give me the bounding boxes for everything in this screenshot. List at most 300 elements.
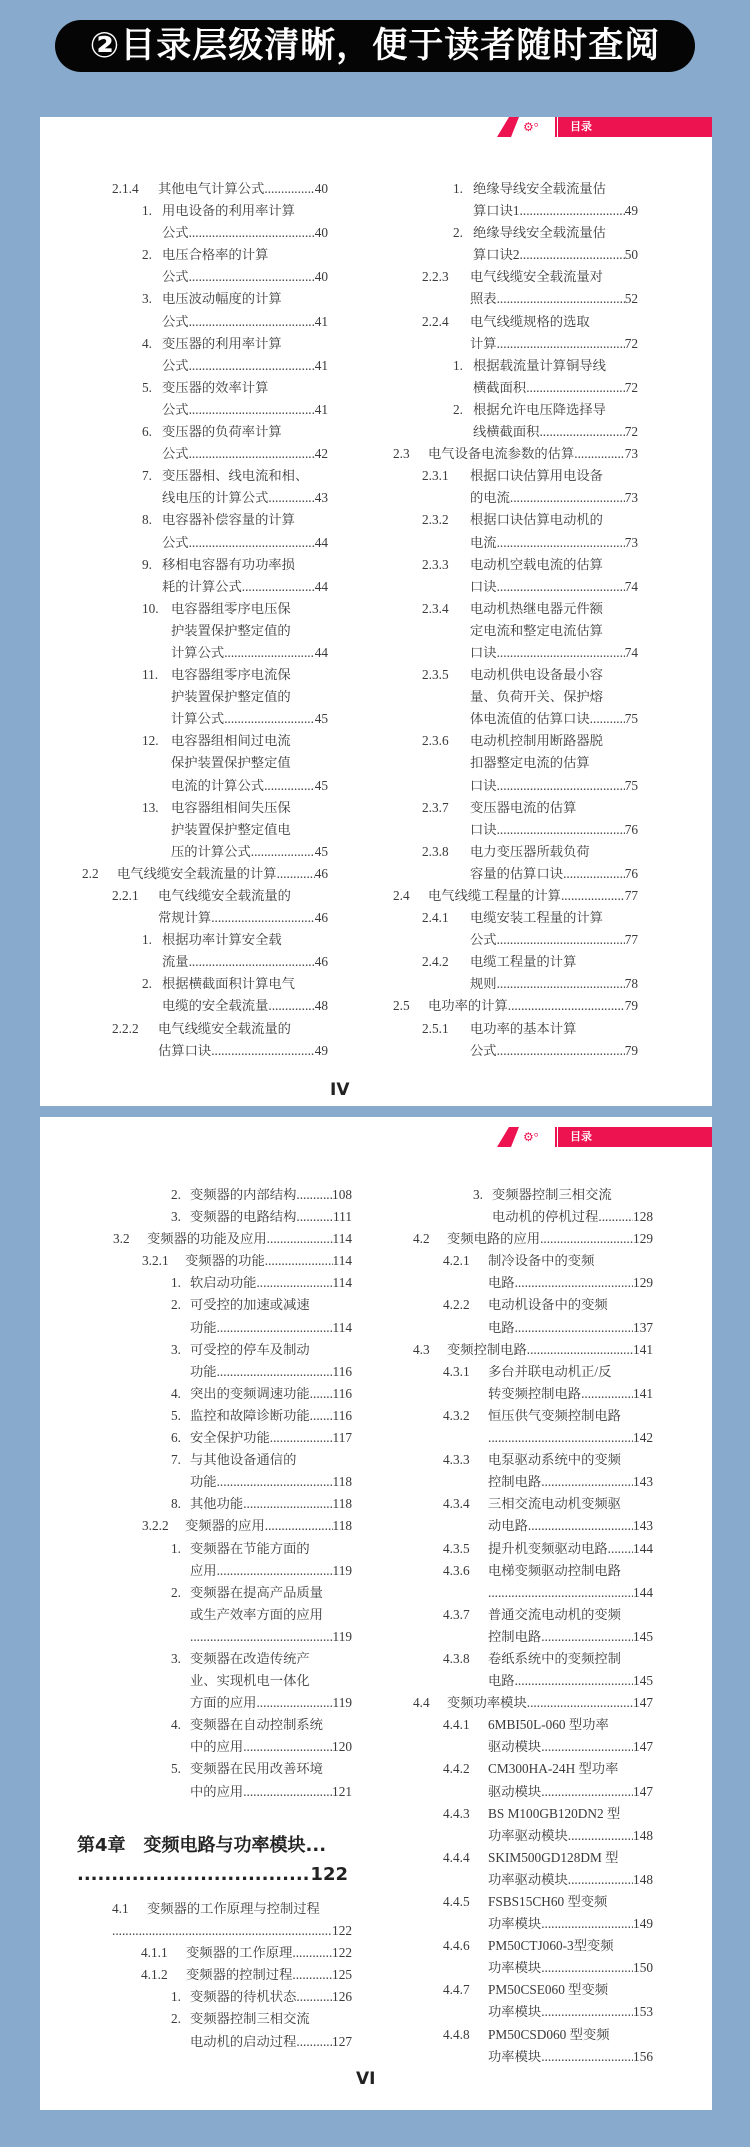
toc-entry[interactable] <box>60 730 328 796</box>
entry-page-number: 119 <box>332 1695 352 1711</box>
banner-title: ②目录层级清晰，便于读者随时查阅 <box>55 20 695 72</box>
dot-leader <box>243 1781 332 1803</box>
entry-line <box>488 1626 653 1648</box>
entry-line <box>488 1670 653 1692</box>
dot-leader <box>224 642 315 664</box>
entry-title: 电动机供电设备最小容 <box>470 667 603 683</box>
toc-entry[interactable] <box>60 1648 352 1714</box>
toc-entry[interactable] <box>60 598 328 664</box>
entry-number: 4.4.1 <box>443 1717 470 1733</box>
entry-page-number: 144 <box>633 1584 653 1600</box>
toc-column <box>60 1898 352 2053</box>
toc-entry[interactable] <box>380 222 638 266</box>
toc-entry[interactable] <box>60 1942 352 1964</box>
dot-leader <box>224 708 315 730</box>
entry-title: 保护装置保护整定值 <box>171 755 291 771</box>
toc-entry[interactable] <box>390 1847 653 1891</box>
toc-entry[interactable] <box>390 2024 653 2068</box>
toc-entry[interactable] <box>60 1184 352 1206</box>
entry-line <box>488 1582 653 1604</box>
entry-line <box>470 797 638 819</box>
toc-entry[interactable] <box>380 907 638 951</box>
entry-title: 功率模块 <box>488 1960 542 1976</box>
toc-entry[interactable] <box>380 995 638 1017</box>
toc-entry[interactable] <box>60 973 328 1017</box>
entry-page-number: 145 <box>633 1673 653 1689</box>
toc-entry[interactable] <box>380 465 638 509</box>
entry-title: 口诀 <box>470 821 497 837</box>
dot-leader <box>77 1860 310 1890</box>
entry-title: 流量 <box>162 954 189 970</box>
toc-entry[interactable] <box>60 1228 352 1250</box>
entry-page-number: 147 <box>633 1695 653 1711</box>
dot-leader <box>520 200 625 222</box>
entry-line <box>473 355 638 377</box>
dot-leader <box>510 487 625 509</box>
toc-entry[interactable] <box>380 266 638 310</box>
toc-entry[interactable] <box>390 1228 653 1250</box>
entry-number: 11. <box>142 667 159 683</box>
entry-number: 4.3.5 <box>443 1540 470 1556</box>
entry-page-number: 122 <box>332 1945 352 1961</box>
entry-title: 压的计算公式 <box>171 843 251 859</box>
entry-page-number: 77 <box>624 932 638 948</box>
entry-line <box>488 1272 653 1294</box>
entry-number: 2. <box>171 1584 181 1600</box>
entry-page-number: 49 <box>314 1042 328 1058</box>
entry-number: 6. <box>142 424 152 440</box>
toc-entry[interactable] <box>60 1250 352 1272</box>
toc-entry[interactable] <box>60 1538 352 1582</box>
entry-title: 业、实现机电一体化 <box>190 1673 310 1689</box>
entry-page-number: 50 <box>624 247 638 263</box>
entry-title: 电动机空载电流的估算 <box>470 556 603 572</box>
entry-line <box>171 775 328 797</box>
entry-number: 2.3.2 <box>422 512 449 528</box>
entry-title: 变频器的功能 <box>185 1253 265 1269</box>
toc-entry[interactable] <box>380 841 638 885</box>
toc-entry[interactable] <box>60 929 328 973</box>
entry-line <box>470 554 638 576</box>
entry-title: BS M100GB120DN2 型 <box>488 1805 621 1821</box>
toc-entry[interactable] <box>390 1294 653 1338</box>
dot-leader <box>497 973 625 995</box>
toc-entry[interactable] <box>60 1449 352 1493</box>
dot-leader <box>515 1272 633 1294</box>
toc-entry[interactable] <box>390 1935 653 1979</box>
toc-entry[interactable] <box>390 1648 653 1692</box>
entry-page-number: 143 <box>633 1474 653 1490</box>
entry-line <box>190 1272 352 1294</box>
entry-title: 变频器在节能方面的 <box>190 1540 310 1556</box>
entry-title: 电容器补偿容量的计算 <box>162 512 295 528</box>
toc-entry[interactable] <box>60 200 328 244</box>
entry-page-number: 118 <box>332 1518 352 1534</box>
toc-entry[interactable] <box>380 951 638 995</box>
entry-line <box>470 1018 638 1040</box>
entry-line <box>447 1339 653 1361</box>
toc-entry[interactable] <box>60 1294 352 1338</box>
toc-entry[interactable] <box>60 178 328 200</box>
toc-entry[interactable] <box>380 355 638 399</box>
entry-number: 5. <box>142 379 152 395</box>
toc-entry[interactable] <box>390 1405 653 1449</box>
entry-line <box>190 1714 352 1736</box>
entry-title: 变频器的待机状态 <box>190 1989 297 2005</box>
dot-leader <box>189 399 315 421</box>
entry-page-number: 45 <box>314 777 328 793</box>
dot-leader <box>497 819 625 841</box>
toc-entry[interactable] <box>380 443 638 465</box>
entry-line <box>190 1538 352 1560</box>
entry-title: 变频器控制三相交流 <box>190 2011 310 2027</box>
toc-entry[interactable] <box>390 1560 653 1604</box>
dot-leader <box>497 642 625 664</box>
entry-title: 功率驱动模块 <box>488 1871 568 1887</box>
entry-page-number: 52 <box>624 291 638 307</box>
entry-line <box>162 929 328 951</box>
entry-line <box>190 1405 352 1427</box>
entry-line <box>492 1206 653 1228</box>
entry-number: 4.2.1 <box>443 1253 470 1269</box>
page-folio: VI <box>356 2069 376 2089</box>
entry-page-number: 119 <box>332 1628 352 1644</box>
toc-entry[interactable] <box>60 1206 352 1228</box>
toc-entry[interactable] <box>60 1493 352 1515</box>
entry-title: 计算 <box>470 335 497 351</box>
entry-title: 算口诀1 <box>473 203 520 219</box>
entry-line <box>470 598 638 620</box>
toc-entry[interactable] <box>60 244 328 288</box>
entry-page-number: 46 <box>314 954 328 970</box>
toc-entry[interactable] <box>390 1979 653 2023</box>
entry-line <box>190 1670 352 1692</box>
entry-title: PM50CSD060 型变频 <box>488 2026 610 2042</box>
toc-entry[interactable] <box>380 664 638 730</box>
entry-line <box>190 1294 352 1316</box>
entry-number: 3. <box>171 1209 181 1225</box>
toc-column <box>380 178 638 1062</box>
entry-line <box>473 377 638 399</box>
entry-title: 变频电路的应用 <box>447 1231 541 1247</box>
entry-line <box>162 995 328 1017</box>
entry-line <box>488 1471 653 1493</box>
page-header <box>497 1127 712 1147</box>
toc-entry[interactable] <box>60 1964 352 1986</box>
entry-title: 电容器组相间失压保 <box>171 799 291 815</box>
entry-page-number: 76 <box>624 821 638 837</box>
dot-leader <box>265 1515 333 1537</box>
entry-line <box>470 730 638 752</box>
entry-number: 1. <box>171 1275 181 1291</box>
toc-entry[interactable] <box>390 1604 653 1648</box>
entry-number: 2. <box>171 1297 181 1313</box>
entry-title: 恒压供气变频控制电路 <box>488 1407 621 1423</box>
entry-title: CM300HA-24H 型功率 <box>488 1761 619 1777</box>
entry-number: 2.4 <box>393 888 410 903</box>
entry-page-number: 114 <box>332 1231 352 1247</box>
toc-entry[interactable] <box>60 863 328 885</box>
entry-title: 中的应用 <box>190 1739 244 1755</box>
entry-line <box>470 642 638 664</box>
entry-line <box>488 2046 653 2068</box>
entry-line <box>473 222 638 244</box>
dot-leader <box>568 1825 633 1847</box>
dot-leader <box>515 1670 633 1692</box>
entry-line <box>158 1018 328 1040</box>
toc-entry[interactable] <box>60 465 328 509</box>
entry-page-number: 73 <box>624 534 638 550</box>
entry-number: 2.2 <box>82 865 99 881</box>
entry-title: 公式 <box>162 401 189 417</box>
entry-line <box>428 885 638 907</box>
entry-number: 3. <box>171 1341 181 1357</box>
entry-line <box>470 775 638 797</box>
entry-line <box>488 1847 653 1869</box>
toc-entry[interactable] <box>60 885 328 929</box>
entry-title: 用电设备的利用率计算 <box>162 203 295 219</box>
entry-line <box>488 1891 653 1913</box>
entry-line <box>162 973 328 995</box>
entry-page-number: 145 <box>633 1628 653 1644</box>
toc-entry[interactable] <box>60 1714 352 1758</box>
entry-page-number: 76 <box>624 865 638 881</box>
toc-entry[interactable] <box>60 554 328 598</box>
dot-leader <box>189 266 315 288</box>
entry-number: 3. <box>473 1187 483 1202</box>
toc-entry[interactable] <box>390 1184 653 1228</box>
entry-title: 护装置保护整定值的 <box>171 689 291 705</box>
toc-entry[interactable] <box>390 1250 653 1294</box>
toc-entry[interactable] <box>60 2008 352 2052</box>
entry-number: 2.2.1 <box>112 888 139 903</box>
chapter-title: 第4章 变频电路与功率模块... <box>77 1835 327 1856</box>
entry-line <box>190 1582 352 1604</box>
entry-page-number: 75 <box>624 777 638 793</box>
entry-page-number: 129 <box>633 1231 653 1247</box>
entry-number: 4. <box>171 1385 181 1401</box>
toc-entry[interactable] <box>60 1427 352 1449</box>
entry-line <box>162 377 328 399</box>
toc-entry[interactable] <box>60 1582 352 1648</box>
entry-number: 1. <box>453 357 463 373</box>
dot-leader <box>189 355 315 377</box>
entry-title: 电气线缆安全载流量的 <box>158 888 291 903</box>
entry-title: 电缆安装工程量的计算 <box>470 910 603 926</box>
toc-entry[interactable] <box>60 288 328 332</box>
toc-entry[interactable] <box>60 377 328 421</box>
toc-entry[interactable] <box>380 178 638 222</box>
entry-line <box>190 1781 352 1803</box>
toc-entry[interactable] <box>380 399 638 443</box>
entry-line <box>470 465 638 487</box>
toc-entry[interactable] <box>390 1714 653 1758</box>
entry-line <box>488 1538 653 1560</box>
entry-title: 监控和故障诊断功能 <box>190 1407 310 1423</box>
toc-entry[interactable] <box>390 1538 653 1560</box>
toc-entry[interactable] <box>390 1339 653 1361</box>
toc-entry[interactable] <box>390 1493 653 1537</box>
entry-line <box>488 1825 653 1847</box>
entry-line <box>190 1648 352 1670</box>
entry-line <box>190 1427 352 1449</box>
entry-line <box>171 730 328 752</box>
entry-line <box>473 178 638 200</box>
toc-entry[interactable] <box>390 1891 653 1935</box>
toc-entry[interactable] <box>60 1018 328 1062</box>
entry-title: 安全保护功能 <box>190 1430 270 1446</box>
entry-page-number: 42 <box>314 446 328 462</box>
toc-entry[interactable] <box>60 1898 352 1942</box>
toc-entry[interactable] <box>390 1449 653 1493</box>
dot-leader <box>267 1228 333 1250</box>
entry-title: 变频器在民用改善环境 <box>190 1761 323 1777</box>
entry-title: 变频器的内部结构 <box>190 1187 297 1202</box>
toc-entry[interactable] <box>60 333 328 377</box>
entry-page-number: 44 <box>314 644 328 660</box>
toc-entry[interactable] <box>380 730 638 796</box>
entry-number: 5. <box>171 1761 181 1777</box>
entry-page-number: 148 <box>633 1827 653 1843</box>
dot-leader <box>189 311 315 333</box>
entry-title: SKIM500GD128DM 型 <box>488 1849 619 1865</box>
toc-entry[interactable] <box>60 1405 352 1427</box>
entry-page-number: 149 <box>633 1916 653 1932</box>
entry-line <box>488 1250 653 1272</box>
toc-entry[interactable] <box>60 797 328 863</box>
entry-number: 4.2.2 <box>443 1297 470 1313</box>
dot-leader <box>497 288 625 310</box>
dot-leader <box>242 576 315 598</box>
entry-title: 变频器的电路结构 <box>190 1209 297 1225</box>
entry-number: 12. <box>142 733 159 749</box>
entry-line <box>470 333 638 355</box>
entry-title: 提升机变频驱动电路 <box>488 1540 608 1556</box>
toc-entry[interactable] <box>380 509 638 553</box>
toc-entry[interactable] <box>390 1803 653 1847</box>
toc-entry[interactable] <box>60 1272 352 1294</box>
entry-number: 4.3.7 <box>443 1606 470 1622</box>
toc-entry[interactable] <box>60 1339 352 1383</box>
chapter-heading[interactable] <box>77 1832 348 1890</box>
entry-title: 电气线缆安全载流量的 <box>158 1020 291 1036</box>
dot-leader <box>581 1383 633 1405</box>
toc-entry[interactable] <box>60 664 328 730</box>
entry-line <box>171 598 328 620</box>
entry-line <box>470 929 638 951</box>
entry-title: 电压合格率的计算 <box>162 247 269 263</box>
entry-title: 耗的计算公式 <box>162 578 242 594</box>
toc-entry[interactable] <box>390 1758 653 1802</box>
toc-entry[interactable] <box>390 1692 653 1714</box>
toc-entry[interactable] <box>390 1361 653 1405</box>
entry-number: 4.4.3 <box>443 1805 470 1821</box>
entry-title: 口诀 <box>470 777 497 793</box>
toc-entry[interactable] <box>380 598 638 664</box>
dot-leader <box>189 951 315 973</box>
entry-title: FSBS15CH60 型变频 <box>488 1894 608 1909</box>
entry-page-number: 137 <box>633 1319 653 1335</box>
entry-title: PM50CSE060 型变频 <box>488 1982 609 1998</box>
entry-title: 多台并联电动机正/反 <box>488 1363 612 1379</box>
toc-entry[interactable] <box>60 1758 352 1802</box>
dot-leader <box>539 421 624 443</box>
entry-page-number: 114 <box>332 1275 352 1291</box>
entry-number: 2.2.3 <box>422 269 449 285</box>
entry-line <box>158 907 328 929</box>
entry-number: 2. <box>453 401 463 417</box>
dot-leader <box>296 1184 332 1206</box>
toc-entry[interactable] <box>380 797 638 841</box>
toc-entry[interactable] <box>60 1383 352 1405</box>
entry-line <box>470 288 638 310</box>
entry-line <box>190 1626 352 1648</box>
entry-number: 2. <box>453 225 463 241</box>
entry-line <box>470 841 638 863</box>
entry-number: 10. <box>142 600 159 616</box>
toc-entry[interactable] <box>60 421 328 465</box>
entry-page-number: 77 <box>624 888 638 903</box>
entry-line <box>190 1736 352 1758</box>
toc-entry[interactable] <box>60 1515 352 1537</box>
entry-title: 控制电路 <box>488 1628 542 1644</box>
entry-page-number: 117 <box>332 1430 352 1446</box>
entry-title: 卷纸系统中的变频控制 <box>488 1650 621 1666</box>
entry-page-number: 45 <box>314 711 328 727</box>
toc-entry[interactable] <box>380 554 638 598</box>
entry-title: 公式 <box>162 357 189 373</box>
entry-number: 2.3.1 <box>422 468 449 484</box>
entry-title: 方面的应用 <box>190 1695 257 1711</box>
toc-entry[interactable] <box>380 311 638 355</box>
entry-page-number: 147 <box>633 1783 653 1799</box>
dot-leader <box>217 1471 333 1493</box>
entry-title: PM50CTJ060-3型变频 <box>488 1938 614 1954</box>
entry-title: 变频器在自动控制系统 <box>190 1717 323 1733</box>
entry-title: 变频器的功能及应用 <box>147 1231 267 1247</box>
entry-line <box>488 1648 653 1670</box>
entry-line <box>162 200 328 222</box>
entry-line <box>171 752 328 774</box>
entry-title: 其他功能 <box>190 1496 244 1512</box>
entry-page-number: 74 <box>624 578 638 594</box>
entry-number: 1. <box>453 181 463 196</box>
entry-title: 动电路 <box>488 1518 528 1534</box>
entry-page-number: 127 <box>332 2033 352 2049</box>
toc-entry[interactable] <box>380 885 638 907</box>
entry-number: 4.3.3 <box>443 1452 470 1468</box>
dot-leader <box>217 1317 333 1339</box>
toc-entry[interactable] <box>60 509 328 553</box>
entry-title: 变压器相、线电流和相、 <box>162 468 309 484</box>
entry-line <box>488 1803 653 1825</box>
entry-title: 护装置保护整定值的 <box>171 622 291 638</box>
toc-entry[interactable] <box>380 1018 638 1062</box>
entry-line <box>190 1986 352 2008</box>
entry-page-number: 79 <box>624 998 638 1014</box>
entry-title: 电缆工程量的计算 <box>470 954 577 970</box>
entry-title: 根据允许电压降选择导 <box>473 401 606 417</box>
toc-entry[interactable] <box>60 1986 352 2008</box>
entry-line <box>488 1781 653 1803</box>
page-folio: IV <box>330 1080 350 1100</box>
entry-title: 口诀 <box>470 578 497 594</box>
entry-title: 与其他设备通信的 <box>190 1452 297 1468</box>
dot-leader <box>189 222 315 244</box>
entry-line <box>470 863 638 885</box>
dot-leader <box>540 1228 633 1250</box>
dot-leader <box>189 443 315 465</box>
